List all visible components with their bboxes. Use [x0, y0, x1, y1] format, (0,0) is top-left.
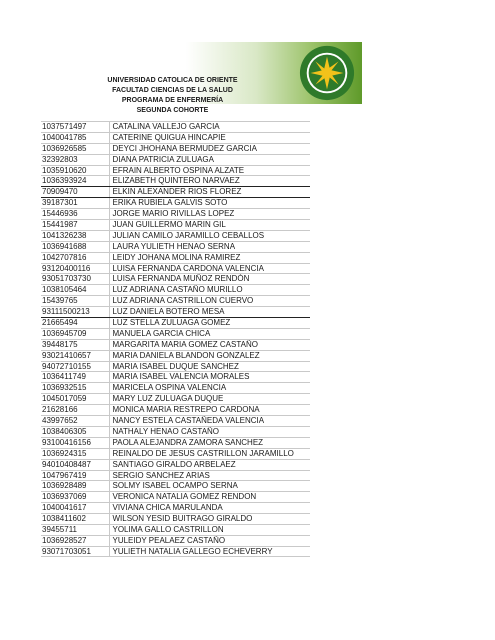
student-name-cell: LEIDY JOHANA MOLINA RAMIREZ [112, 252, 241, 262]
student-id-cell: 39187301 [41, 198, 110, 208]
student-id-cell: 1035910620 [41, 166, 110, 176]
student-id-cell: 93071703051 [41, 547, 110, 556]
student-id-cell: 1038406305 [41, 427, 110, 437]
student-id-cell: 1036411749 [41, 372, 110, 382]
student-id-cell: 1036937069 [41, 492, 110, 502]
student-name-cell: SANTIAGO GIRALDO ARBELAEZ [112, 459, 236, 469]
student-name-cell: LAURA YULIETH HENAO SERNA [112, 241, 236, 251]
table-row [41, 284, 310, 295]
student-id-cell: 1038105464 [41, 285, 110, 295]
student-name-cell: MARIA ISABEL VALENCIA MORALES [112, 372, 250, 382]
student-name-cell: MARICELA OSPINA VALENCIA [112, 383, 227, 393]
table-row [41, 132, 310, 143]
table-row [41, 448, 310, 459]
student-id-cell: 1036928489 [41, 481, 110, 491]
table-row [41, 328, 310, 339]
student-name-cell: ERIKA RUBIELA GALVIS SOTO [112, 198, 228, 208]
table-row [41, 165, 310, 176]
student-id-cell: 94072710155 [41, 362, 110, 372]
student-name-cell: LUZ ADRIANA CASTRILLON CUERVO [112, 296, 254, 306]
table-row [41, 524, 310, 535]
student-id-cell: 1040041785 [41, 133, 110, 143]
table-row [41, 263, 310, 274]
table-row [41, 491, 310, 502]
table-row [41, 154, 310, 165]
student-id-cell: 93111500213 [41, 307, 110, 317]
student-id-cell: 93120400116 [41, 264, 110, 274]
student-name-cell: MARY LUZ ZULUAGA DUQUE [112, 394, 224, 404]
student-name-cell: LUZ ADRIANA CASTAÑO MURILLO [112, 285, 243, 295]
table-row [41, 208, 310, 219]
table-row [41, 186, 310, 197]
student-name-cell: LUZ STELLA ZULUAGA GOMEZ [112, 318, 231, 328]
student-name-cell: EFRAIN ALBERTO OSPINA ALZATE [112, 165, 245, 175]
student-name-cell: PAOLA ALEJANDRA ZAMORA SANCHEZ [112, 437, 264, 447]
student-id-cell: 15439765 [41, 296, 110, 306]
table-row [41, 219, 310, 230]
table-row [41, 426, 310, 437]
student-id-cell: 39448175 [41, 340, 110, 350]
table-row [41, 513, 310, 524]
student-name-cell: LUZ DANIELA BOTERO MESA [112, 307, 225, 317]
student-name-cell: YOLIMA GALLO CASTRILLON [112, 524, 224, 534]
student-name-cell: NANCY ESTELA CASTAÑEDA VALENCIA [112, 416, 265, 426]
student-name-cell: MONICA MARIA RESTREPO CARDONA [112, 405, 260, 415]
table-row [41, 252, 310, 263]
table-row [41, 415, 310, 426]
table-row [41, 393, 310, 404]
student-id-cell: 1038411602 [41, 514, 110, 524]
student-name-cell: ELIZABETH QUINTERO NARVAEZ [112, 176, 240, 186]
table-row [41, 480, 310, 491]
table-row [41, 230, 310, 241]
table-row [41, 175, 310, 186]
student-id-cell: 93100416156 [41, 438, 110, 448]
table-row [41, 361, 310, 372]
table-row [41, 339, 310, 350]
student-name-cell: MARIA ISABEL DUQUE SANCHEZ [112, 361, 239, 371]
student-id-cell: 1047967419 [41, 471, 110, 481]
student-name-cell: JORGE MARIO RIVILLAS LOPEZ [112, 209, 235, 219]
table-row [41, 546, 310, 557]
student-id-cell: 32392803 [41, 155, 110, 165]
student-name-cell: MARIA DANIELA BLANDON GONZALEZ [112, 350, 260, 360]
student-id-cell: 43997652 [41, 416, 110, 426]
student-id-cell: 70909470 [41, 187, 110, 197]
student-name-cell: VIVIANA CHICA MARULANDA [112, 503, 223, 513]
table-row [41, 241, 310, 252]
student-name-cell: ELKIN ALEXANDER RIOS FLOREZ [112, 187, 242, 197]
cohort-name: SEGUNDA COHORTE [136, 107, 209, 114]
student-id-cell: 1036926585 [41, 144, 110, 154]
student-id-cell: 1036393924 [41, 176, 110, 186]
table-row [41, 306, 310, 317]
document-header [60, 76, 285, 116]
table-row [41, 502, 310, 513]
faculty-name: FACULTAD CIENCIAS DE LA SALUD [112, 87, 233, 94]
student-name-cell: LUISA FERNANDA MUÑOZ RENDÓN [112, 274, 250, 284]
student-id-cell: 21665494 [41, 318, 110, 328]
student-name-cell: MANUELA GARCIA CHICA [112, 328, 211, 338]
student-name-cell: DEYCI JHOHANA BERMUDEZ GARCIA [112, 143, 257, 153]
student-name-cell: SOLMY ISABEL OCAMPO SERNA [112, 481, 238, 491]
student-id-cell: 1036945709 [41, 329, 110, 339]
student-id-cell: 1040041617 [41, 503, 110, 513]
table-row [41, 404, 310, 415]
student-id-cell: 1045017059 [41, 394, 110, 404]
program-name: PROGRAMA DE ENFERMERÍA [121, 97, 224, 104]
student-name-cell: WILSON YESID BUITRAGO GIRALDO [112, 514, 253, 524]
table-row [41, 437, 310, 448]
student-id-cell: 21628166 [41, 405, 110, 415]
student-id-cell: 94010408487 [41, 460, 110, 470]
student-id-cell: 1041326238 [41, 231, 110, 241]
student-id-cell: 1036932515 [41, 383, 110, 393]
student-id-cell: 93051703730 [41, 274, 110, 284]
table-row [41, 143, 310, 154]
student-name-cell: YULIETH NATALIA GALLEGO ECHEVERRY [112, 546, 273, 556]
table-row [41, 350, 310, 361]
student-name-cell: DIANA PATRICIA ZULUAGA [112, 154, 214, 164]
table-row [41, 273, 310, 284]
student-name-cell: JULIAN CAMILO JARAMILLO CEBALLOS [112, 230, 265, 240]
student-id-cell: 39455711 [41, 525, 110, 535]
student-id-cell: 1036941688 [41, 242, 110, 252]
student-id-cell: 1036928527 [41, 536, 110, 546]
student-name-cell: YULEIDY PEALAEZ CASTAÑO [112, 535, 226, 545]
table-row [41, 382, 310, 393]
student-name-cell: LUISA FERNANDA CARDONA VALENCIA [112, 263, 264, 273]
student-name-cell: MARGARITA MARIA GOMEZ CASTAÑO [112, 339, 258, 349]
university-name: UNIVERSIDAD CATOLICA DE ORIENTE [107, 77, 238, 84]
student-name-cell: CATALINA VALLEJO GARCIA [112, 122, 220, 131]
table-row [41, 121, 310, 132]
university-seal-icon [298, 44, 356, 102]
table-row [41, 459, 310, 470]
student-id-cell: 93021410657 [41, 351, 110, 361]
table-row [41, 535, 310, 546]
student-id-cell: 1042707816 [41, 253, 110, 263]
student-id-cell: 1037571497 [41, 122, 110, 132]
student-name-cell: SERGIO SANCHEZ ARIAS [112, 470, 210, 480]
student-name-cell: NATHALY HENAO CASTAÑO [112, 426, 220, 436]
table-row [41, 470, 310, 481]
student-id-cell: 15446936 [41, 209, 110, 219]
student-name-cell: JUAN GUILLERMO MARIN GIL [112, 220, 226, 230]
table-row [41, 197, 310, 208]
student-name-cell: REINALDO DE JESUS CASTRILLON JARAMILLO [112, 448, 294, 458]
student-name-cell: VERONICA NATALIA GOMEZ RENDON [112, 492, 257, 502]
table-row [41, 371, 310, 382]
table-row [41, 295, 310, 306]
table-row [41, 317, 310, 328]
student-name-cell: CATERINE QUIGUA HINCAPIE [112, 132, 226, 142]
student-id-cell: 1036924315 [41, 449, 110, 459]
student-table [41, 121, 310, 557]
student-id-cell: 15441987 [41, 220, 110, 230]
